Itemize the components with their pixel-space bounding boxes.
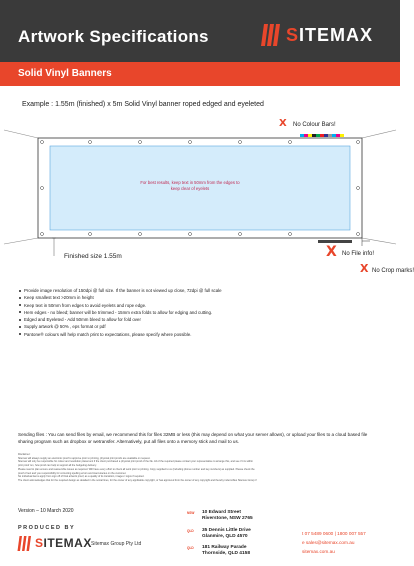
disclaimer-line: Sitemax will only be responsible for colour and resolution placement if the client purchased a physical print proof of the file. All of the required please contact your representative to arrange this, and see if it is within xyxy=(18,460,253,464)
example-caption: Example : 1.55m (finished) x 5m Solid Vinyl banner roped edged and eyeleted xyxy=(22,101,264,108)
safe-area-note xyxy=(130,180,250,191)
address-line: 35 Dennis Little Drive xyxy=(202,528,251,533)
x-crop-marks-icon: X xyxy=(360,262,369,275)
footer-logo-wordmark: SITEMAX xyxy=(35,536,92,550)
section-bar xyxy=(0,62,400,86)
callout-file-info: No File info! xyxy=(342,251,375,257)
address-state: QLD xyxy=(187,546,194,550)
address-line: Glanmire, QLD 4570 xyxy=(202,534,248,539)
colour-bar-strip xyxy=(300,134,344,137)
address-line: 181 Railway Parade xyxy=(202,545,247,550)
version-label: Version – 10 March 2020 xyxy=(18,508,74,514)
contact-email[interactable]: e sales@sitemax.com.au xyxy=(302,540,355,545)
callout-colour-bars: No Colour Bars! xyxy=(293,122,336,128)
contact-phone[interactable]: t 07 5489 0600 | 1800 007 557 xyxy=(302,531,366,536)
address-state: NSW xyxy=(187,511,195,515)
footer-logo xyxy=(18,525,92,550)
company-name: Sitemax Group Pty Ltd xyxy=(91,541,142,547)
footer-logo-stripes-icon xyxy=(18,536,32,551)
disclaimer-line: Please read to plan ensure and reassemble issues as required. Will have every effort to check all work prior to printing. Copy supplied to us (including phone number and key numbers) as supplied. Please check the xyxy=(18,467,255,471)
file-info-strip xyxy=(318,240,352,243)
disclaimer-line: Disclaimer: xyxy=(18,453,31,456)
produced-by-label: PRODUCED BY xyxy=(18,525,76,531)
list-item: Provide image resolution of 150dpi @ full size. If the banner is not viewed up close, 72dpi @ full scale xyxy=(18,287,222,294)
address-line: 10 Edward Street xyxy=(202,510,241,515)
banner-diagram xyxy=(0,112,400,292)
list-item: Pantone® colours will help match print to expectations, please specify where possible. xyxy=(18,331,222,338)
x-file-info-icon: X xyxy=(326,244,337,260)
list-item: Keep text in 50mm from edges to avoid eyelets and rope edge. xyxy=(18,302,222,309)
list-item: Supply artwork @ 50% , eps format or pdf xyxy=(18,323,222,330)
logo-wordmark: SITEMAX xyxy=(286,25,374,45)
address-line: Thornside, QLD 4158 xyxy=(202,551,250,556)
callout-crop-marks: No Crop marks! xyxy=(372,268,414,274)
header-bar xyxy=(0,0,400,62)
contact-website[interactable]: sitemax.com.au xyxy=(302,549,335,554)
safe-area-note-line: For best results, keep text in 50mm from the edges to xyxy=(140,180,240,185)
page-title: Artwork Specifications xyxy=(18,27,209,46)
x-colour-bars-icon: X xyxy=(279,118,287,129)
safe-area-note-line: keep clear of eyelets xyxy=(170,185,210,191)
disclaimer-line: print proof run, how proof can help to support all the budgeting delivery. xyxy=(18,464,97,468)
logo-stripes-icon xyxy=(262,24,282,46)
disclaimer-line: proof of text and you responsibility for correcting spelling errors and inaccuracies on the customer. xyxy=(18,471,127,475)
disclaimer-line: No individual items apply from sign off of final artwork proof, as a quality of its transition, images / logos if required. xyxy=(18,475,145,479)
disclaimer-line: Sitemax will always supply an electronic proof to approve prior to printing, physical print proofs are available on request. xyxy=(18,456,151,460)
finished-size-label: Finished size 1.55m xyxy=(64,253,122,260)
spec-list xyxy=(18,287,222,338)
section-title: Solid Vinyl Banners xyxy=(18,68,112,79)
list-item: Edged and Eyeleted - Add 50mm bleed to allow for fold over xyxy=(18,316,222,323)
disclaimer xyxy=(18,453,384,483)
sending-files-note: Sending files : You can send files by email, we recommend this for files 32MB or less (this may depend on what your server allows), or upload your files to a cloud based file sharing program such as dropbox or wetransfer. Alternatively, put all files onto a memory stick and mail to us. xyxy=(18,432,368,444)
disclaimer-line: The client acknowledges that for the required design as detailed in the social lines, for the owner of any applicable copyright, or has approved from the owner of any copyright and thereby indemnifies Sitemax Group if xyxy=(18,478,257,482)
address-line: Riverstone, NSW 2765 xyxy=(202,516,253,521)
list-item: Hem edges - no bleed; banner will be trimmed - 15mm extra folds to allow for edging and cutting. xyxy=(18,309,222,316)
list-item: Keep smallest text >20mm in height xyxy=(18,294,222,301)
address-state: QLD xyxy=(187,529,194,533)
